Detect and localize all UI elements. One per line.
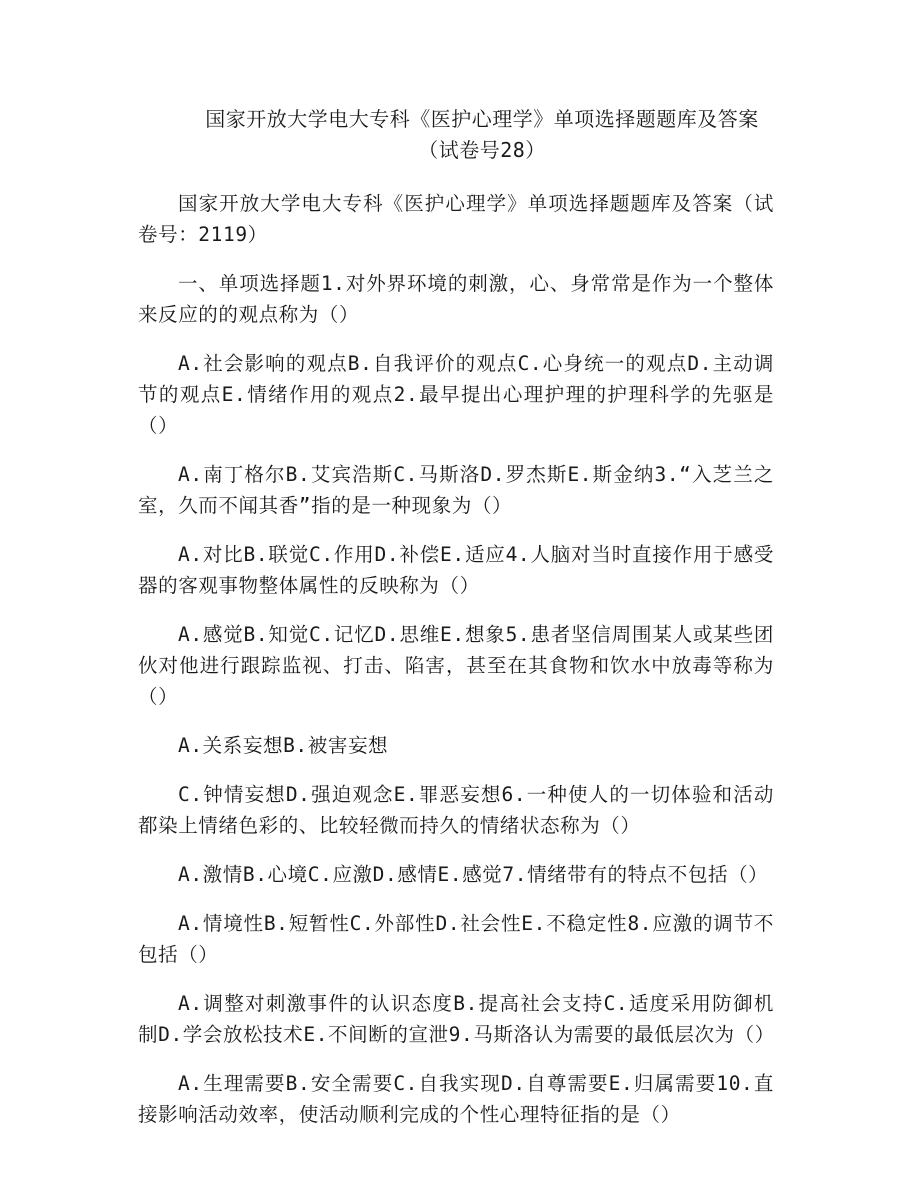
paragraph-options-1-question-2: A.社会影响的观点B.自我评价的观点C.心身统一的观点D.主动调节的观点E.情绪作用的观点2.最早提出心理护理的护理科学的先驱是（）: [138, 352, 774, 437]
paragraph-options-6-question-7: A.激情B.心境C.应激D.感情E.感觉7.情绪带有的特点不包括（）: [178, 863, 769, 886]
paragraph-options-3-question-4: A.对比B.联觉C.作用D.补偿E.适应4.人脑对当时直接作用于感受器的客观事物整体属性的反映称为（）: [138, 543, 774, 597]
paragraph-question-1: 一、单项选择题1.对外界环境的刺激，心、身常常是作为一个整体来反应的的观点称为（）: [138, 272, 774, 326]
paragraph-options-5-part-2-question-6: C.钟情妄想D.强迫观念E.罪恶妄想6.一种使人的一切体验和活动都染上情绪色彩的、比较轻微而持久的情绪状态称为（）: [138, 783, 774, 837]
paragraph-options-9-question-10: A.生理需要B.安全需要C.自我实现D.自尊需要E.归属需要10.直接影响活动效率，使活动顺利完成的个性心理特征指的是（）: [138, 1072, 774, 1126]
paragraph-options-2-question-3: A.南丁格尔B.艾宾浩斯C.马斯洛D.罗杰斯E.斯金纳3.“入芝兰之室，久而不闻其香”指的是一种现象为（）: [138, 463, 774, 517]
paragraph-options-7-question-8: A.情境性B.短暂性C.外部性D.社会性E.不稳定性8.应激的调节不包括（）: [138, 912, 774, 966]
paragraph-subtitle: 国家开放大学电大专科《医护心理学》单项选择题题库及答案（试卷号：2119）: [138, 192, 774, 246]
paragraph-options-8-question-9: A.调整对刺激事件的认识态度B.提高社会支持C.适度采用防御机制D.学会放松技术E.不间断的宣泄9.马斯洛认为需要的最低层次为（）: [138, 992, 775, 1046]
paragraph-options-4-question-5: A.感觉B.知觉C.记忆D.思维E.想象5.患者坚信周围某人或某些团伙对他进行跟踪监视、打击、陷害，甚至在其食物和饮水中放毒等称为（）: [138, 623, 774, 708]
document-title: 国家开放大学电大专科《医护心理学》单项选择题题库及答案（试卷号28）: [205, 107, 759, 162]
document-page: [138, 104, 774, 1148]
paragraph-options-5-part-1: A.关系妄想B.被害妄想: [178, 734, 389, 757]
